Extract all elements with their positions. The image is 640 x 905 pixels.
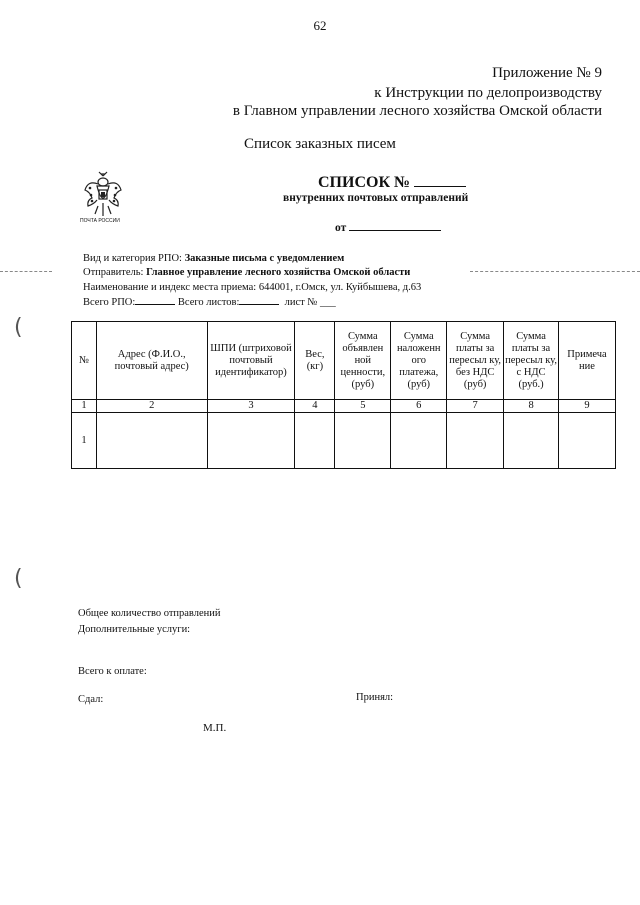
fold-mark-right (470, 271, 640, 272)
column-number: 2 (96, 400, 207, 413)
header-cell: Сумма объявлен ной ценности, (руб) (335, 322, 391, 400)
list-subtitle: внутренних почтовых отправлений (283, 192, 469, 204)
total-sheets-blank[interactable] (239, 295, 279, 305)
appendix-line-1: Приложение № 9 (492, 65, 602, 81)
table-row (72, 413, 616, 469)
header-cell: Примеча ние (559, 322, 616, 400)
header-cell: ШПИ (штриховой почтовый идентификатор) (207, 322, 295, 400)
emblem-caption: ПОЧТА РОССИИ (80, 218, 120, 224)
total-pay-label: Всего к оплате: (78, 666, 147, 677)
date-label: от (335, 222, 347, 234)
column-number: 3 (207, 400, 295, 413)
header-cell: Адрес (Ф.И.О., почтовый адрес) (96, 322, 207, 400)
list-heading (318, 172, 466, 192)
accepted-label: Принял: (356, 692, 394, 703)
stamp-label: М.П. (203, 722, 227, 734)
place-label: Наименование и индекс места приема: (83, 282, 257, 293)
total-items-label: Общее количество отправлений (78, 608, 221, 619)
barcode-id-cell[interactable] (207, 413, 295, 469)
punch-hole-mark: ( (14, 566, 23, 591)
mail-list-table (71, 321, 616, 469)
declared-value-cell[interactable] (335, 413, 391, 469)
fee-no-vat-cell[interactable] (447, 413, 504, 469)
sender (83, 266, 410, 279)
rpo-kind-value: Заказные письма с уведомлением (184, 253, 345, 264)
list-number-blank[interactable] (414, 172, 466, 187)
table-header-row (72, 322, 616, 400)
sender-label: Отправитель: (83, 267, 144, 278)
header-cell: Сумма платы за пересыл ку, с НДС (руб.) (504, 322, 559, 400)
date-blank[interactable] (349, 220, 441, 231)
weight-cell[interactable] (295, 413, 335, 469)
column-number: 8 (504, 400, 559, 413)
column-number: 7 (447, 400, 504, 413)
row-number: 1 (72, 413, 97, 469)
document-title: Список заказных писем (244, 136, 396, 152)
sheet-label: лист № (284, 297, 318, 308)
column-number: 9 (559, 400, 616, 413)
address-cell[interactable] (96, 413, 207, 469)
note-cell[interactable] (559, 413, 616, 469)
fold-mark-left (0, 271, 52, 272)
extra-services-label: Дополнительные услуги: (78, 624, 191, 635)
handed-label: Сдал: (78, 694, 104, 705)
sender-value: Главное управление лесного хозяйства Омской области (146, 267, 411, 278)
header-cell: Сумма наложенн ого платежа, (руб) (391, 322, 447, 400)
column-number: 6 (391, 400, 447, 413)
sheet-value: ___ (320, 297, 336, 308)
acceptance-place (83, 281, 421, 294)
punch-hole-mark: ( (14, 315, 23, 340)
column-number: 1 (72, 400, 97, 413)
appendix-line-2: к Инструкции по делопроизводству (374, 85, 602, 101)
fee-with-vat-cell[interactable] (504, 413, 559, 469)
column-number: 5 (335, 400, 391, 413)
header-cell: № (72, 322, 97, 400)
header-cell: Сумма платы за пересыл ку, без НДС (руб) (447, 322, 504, 400)
column-number-row (72, 400, 616, 413)
appendix-line-3: в Главном управлении лесного хозяйства Омской области (232, 103, 602, 119)
column-number: 4 (295, 400, 335, 413)
rpo-kind (83, 252, 344, 265)
list-heading-label: СПИСОК № (318, 174, 411, 191)
header-cell: Вес, (кг) (295, 322, 335, 400)
total-sheets-label: Всего листов: (177, 297, 240, 308)
total-rpo-label: Всего РПО: (83, 297, 136, 308)
totals-line (83, 295, 336, 309)
cod-amount-cell[interactable] (391, 413, 447, 469)
list-date (335, 220, 441, 234)
rpo-kind-label: Вид и категория РПО: (83, 253, 182, 264)
total-rpo-blank[interactable] (135, 295, 175, 305)
place-value: 644001, г.Омск, ул. Куйбышева, д.63 (258, 282, 422, 293)
page-number: 62 (313, 18, 327, 33)
